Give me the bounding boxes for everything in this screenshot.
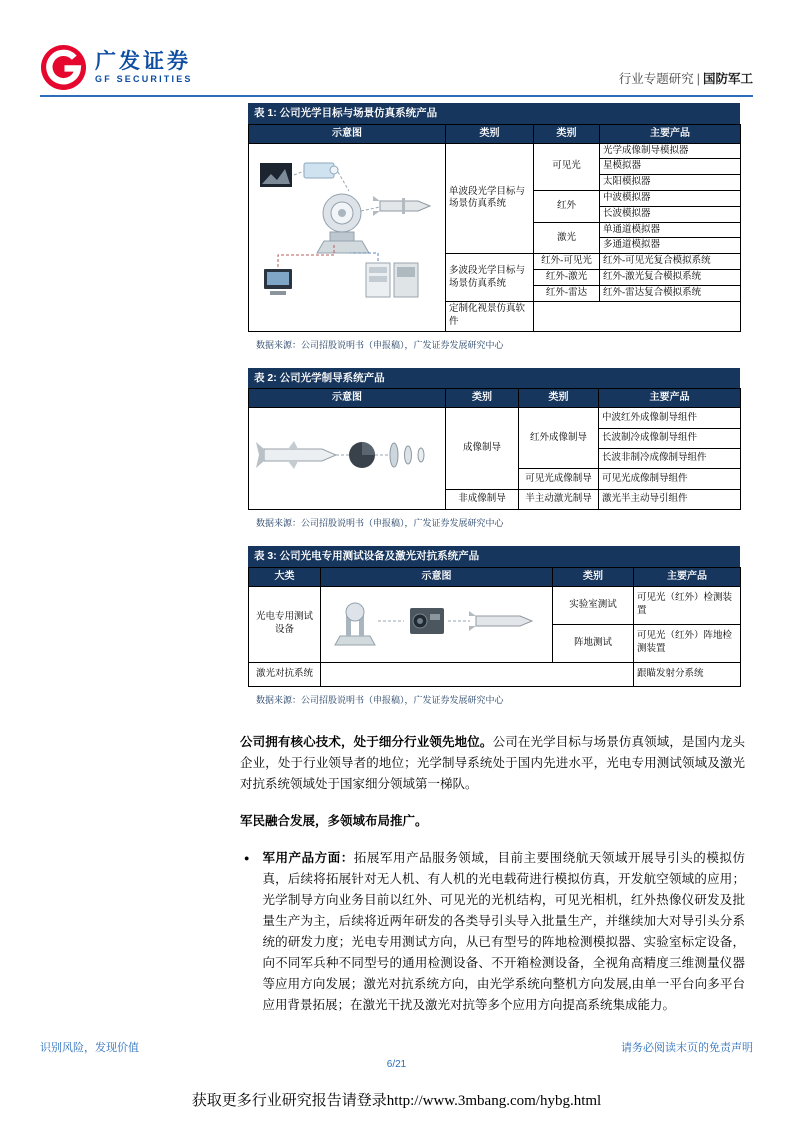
table2-caption: 表 2: 公司光学制导系统产品 xyxy=(248,368,740,389)
cell-product: 长波制冷成像制导组件 xyxy=(599,428,741,448)
page-number: 6/21 xyxy=(386,1059,407,1070)
bullet-text-body: 拓展军用产品服务领域，目前主要围绕航天领域开展导引头的模拟仿真，后续将拓展针对无人机、有人机的光电载荷进行模拟仿真，开发航空领域的应用；光学制导方向业务目前以红外、可见光的光机结构，可见光相机，红外热像仪研发及批量生产为主，后续将近两年研发的各类导引头导入批量生产，并继续加大对导引头分系统的研发力度；光电专用测试方向，从已有型号的阵地检测模拟器、实验室标定设备，向不同军兵种不同型号的通用检测设备、不开箱检测设备，全视角高精度三维测量仪器等应用方向发展；激光对抗系统方向，由光学系统向整机方向发展,由单一平台向多平台应用背景拓展；在激光干扰及激光对抗等多个应用方向提高系统集成能力。 xyxy=(262,850,745,1012)
table2-header-row xyxy=(249,389,741,408)
table3-header-row xyxy=(249,567,741,586)
column-header: 示意图 xyxy=(249,389,446,408)
cell-category: 成像制导 xyxy=(446,408,519,489)
header-rule xyxy=(40,95,753,97)
table1-header-row xyxy=(249,124,741,143)
source-note: 数据来源：公司招股说明书（申报稿），广发证券发展研究中心 xyxy=(256,518,504,529)
cell-product: 可见光（红外）阵地检测装置 xyxy=(634,624,741,662)
cell-product: 长波非制冷成像制导组件 xyxy=(599,449,741,469)
source-note: 数据来源：公司招股说明书（申报稿），广发证券发展研究中心 xyxy=(256,694,504,705)
sector-label: 国防军工 xyxy=(702,72,753,86)
cell-subcategory: 红外-雷达 xyxy=(534,285,600,301)
brand-logo xyxy=(40,40,193,94)
bullet-icon: ● xyxy=(244,852,250,863)
cell-category: 激光对抗系统 xyxy=(249,662,321,686)
table1-block xyxy=(248,103,740,351)
cell-product: 激光半主动导引组件 xyxy=(599,489,741,509)
cell-subcategory: 红外-激光 xyxy=(534,270,600,286)
column-header: 主要产品 xyxy=(600,124,741,143)
cell-product: 中波红外成像制导组件 xyxy=(599,408,741,428)
bullet-paragraph xyxy=(262,848,745,1016)
column-header: 类别 xyxy=(553,567,634,586)
paragraph-text: 公司在光学目标与场景仿真领域，是国内龙头企业，处于行业领导者的地位；光学制导系统处于国内先进水平，光电专用测试领域及激光对抗系统领域处于国家细分领域第一梯队。 xyxy=(240,734,745,791)
promo-link[interactable]: 获取更多行业研究报告请登录http://www.3mbang.com/hybg.html xyxy=(191,1093,602,1109)
diagram-cell xyxy=(249,143,446,331)
cell-subcategory: 红外-可见光 xyxy=(534,254,600,270)
cell-category: 单波段光学目标与场景仿真系统 xyxy=(446,143,534,254)
column-header: 大类 xyxy=(249,567,321,586)
cell-subcategory: 可见光 xyxy=(534,143,600,190)
bullet-item-military-products xyxy=(244,848,745,1016)
main-content xyxy=(240,103,745,1016)
table-3 xyxy=(248,567,741,687)
cell-category: 非成像制导 xyxy=(446,489,519,509)
column-header: 示意图 xyxy=(321,567,553,586)
column-header: 主要产品 xyxy=(634,567,741,586)
cell-subcategory: 红外 xyxy=(534,191,600,223)
cell-subcategory: 红外成像制导 xyxy=(519,408,599,469)
empty-cell xyxy=(534,301,741,331)
source-note: 数据来源：公司招股说明书（申报稿），广发证券发展研究中心 xyxy=(256,339,504,350)
cell-product: 长波模拟器 xyxy=(600,206,741,222)
cell-category: 光电专用测试设备 xyxy=(249,586,321,662)
header-divider: | xyxy=(696,72,700,86)
column-header: 示意图 xyxy=(249,124,446,143)
table-row xyxy=(249,662,741,686)
paragraph-lead-bold: 公司拥有核心技术，处于细分行业领先地位。 xyxy=(240,734,493,749)
cell-product: 可见光（红外）检测装置 xyxy=(634,586,741,624)
scene-simulation-diagram xyxy=(254,151,440,319)
cell-product: 红外-雷达复合模拟系统 xyxy=(600,285,741,301)
column-header: 类别 xyxy=(446,389,519,408)
cell-category: 定制化视景仿真软件 xyxy=(446,301,534,331)
cell-subcategory: 可见光成像制导 xyxy=(519,469,599,489)
cell-product: 光学成像制导模拟器 xyxy=(600,143,741,159)
cell-product: 红外-激光复合模拟系统 xyxy=(600,270,741,286)
table-2 xyxy=(248,388,741,510)
table-1 xyxy=(248,124,741,332)
cell-category: 多波段光学目标与场景仿真系统 xyxy=(446,254,534,301)
column-header: 类别 xyxy=(446,124,534,143)
cell-product: 跟瞄发射分系统 xyxy=(634,662,741,686)
header-meta xyxy=(619,69,753,94)
column-header: 类别 xyxy=(519,389,599,408)
empty-cell xyxy=(321,662,634,686)
diagram-cell xyxy=(321,586,553,662)
cell-product: 可见光成像制导组件 xyxy=(599,469,741,489)
cell-product: 太阳模拟器 xyxy=(600,175,741,191)
diagram-cell xyxy=(249,408,446,510)
footer-disclaimer: 请务必阅读末页的免责声明 xyxy=(621,1042,753,1054)
page-header xyxy=(40,40,753,94)
table3-block xyxy=(248,546,740,705)
report-type-label: 行业专题研究 xyxy=(618,72,694,86)
cell-product: 单通道模拟器 xyxy=(600,222,741,238)
footer-slogan: 识别风险，发现价值 xyxy=(40,1042,139,1054)
table-row xyxy=(249,586,741,624)
optical-guidance-diagram xyxy=(254,411,440,501)
table2-block xyxy=(248,368,740,529)
bullet-lead-bold: 军用产品方面： xyxy=(262,850,354,865)
brand-name-cn: 广发证券 xyxy=(95,49,191,73)
cell-product: 中波模拟器 xyxy=(600,191,741,207)
column-header: 类别 xyxy=(534,124,600,143)
table3-caption: 表 3: 公司光电专用测试设备及激光对抗系统产品 xyxy=(248,546,740,567)
page-footer xyxy=(40,1039,753,1055)
table-row xyxy=(249,408,741,428)
test-equipment-diagram xyxy=(326,590,548,654)
cell-subcategory: 实验室测试 xyxy=(553,586,634,624)
heading-military-civil: 军民融合发展，多领域布局推广。 xyxy=(240,813,428,828)
column-header: 主要产品 xyxy=(599,389,741,408)
cell-product: 星模拟器 xyxy=(600,159,741,175)
cell-subcategory: 半主动激光制导 xyxy=(519,489,599,509)
cell-product: 多通道模拟器 xyxy=(600,238,741,254)
brand-name-en: GF SECURITIES xyxy=(95,74,193,85)
cell-subcategory: 阵地测试 xyxy=(553,624,634,662)
paragraph-core-technology xyxy=(240,732,745,795)
gf-securities-logo-icon xyxy=(40,44,87,91)
table1-caption: 表 1: 公司光学目标与场景仿真系统产品 xyxy=(248,103,740,124)
table-row xyxy=(249,143,741,159)
brand-text xyxy=(95,50,193,84)
cell-subcategory: 激光 xyxy=(534,222,600,254)
cell-product: 红外-可见光复合模拟系统 xyxy=(600,254,741,270)
